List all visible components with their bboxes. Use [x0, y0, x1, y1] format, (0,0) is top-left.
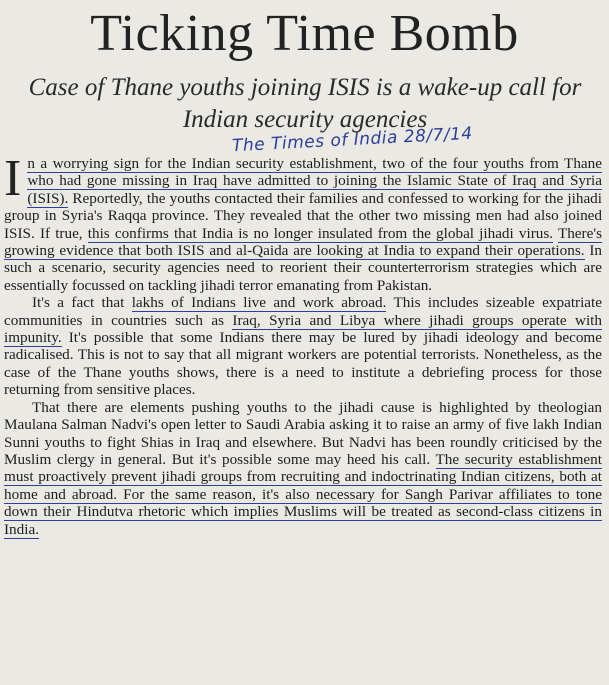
- segment: The security establishment must proactively prevent jihadi groups from recruiting and indoctrinating Indian citizens, both at home and abroad. For the same reason, it's also necessary for Sangh Parivar affiliates to tone down their Hindutva rhetoric which implies Muslims will be treated as second-class citizens in India.: [4, 450, 602, 538]
- headline: Ticking Time Bomb: [90, 5, 519, 62]
- segment: That there are elements pushing youths to the jihadi cause is highlighted by theologian Maulana Salman Nadvi's open letter to Saudi Arabia asking it to raise an army of five lakh Indian Sunni youths to fight Shias in Iraq and elsewhere. But Nadvi has been roundly criticised by the Muslim clergy in general. But it's possible some may heed his call.: [4, 398, 602, 468]
- segment: Reportedly, the youths contacted their families and confessed to working for the jihadi group in Syria's Raqqa province. They revealed that the other two missing men had also joined ISIS. If true,: [4, 189, 602, 242]
- deck-subtitle: Case of Thane youths joining ISIS is a wake-up call for Indian security agencies: [28, 74, 582, 133]
- segment: n a worrying sign for the Indian security establishment, two of the four youths from Thane who had gone missing in Iraq have admitted to joining the Islamic State of Iraq and Syria (ISIS).: [27, 155, 602, 207]
- segment: It's possible that some Indians there may be lured by jihadi ideology and become radicalised. This is not to say that all migrant workers are potential terrorists. Nonetheless, as the case of the Thane youths shows, there is a need to institute a debriefing process for those returning from sensitive places.: [4, 329, 602, 399]
- segment: Iraq, Syria and Libya where jihadi groups operate with impunity.: [4, 311, 602, 347]
- segment: lakhs of Indians live and work abroad.: [131, 294, 387, 312]
- segment: There's growing evidence that both ISIS and al-Qaida are looking at India to expand their operations.: [4, 224, 602, 260]
- segment: This includes sizeable expatriate communities in countries such as: [4, 294, 603, 329]
- segment: this confirms that India is no longer insulated from the global jihadi virus.: [87, 224, 554, 242]
- segment: It's a fact that: [32, 294, 132, 312]
- paragraph-1: [4, 150, 602, 294]
- handwritten-note: The Times of India 28/7/14: [231, 123, 474, 157]
- drop-cap: I: [4, 150, 22, 207]
- article-body: [4, 150, 603, 538]
- paragraph-2: [4, 294, 602, 398]
- paragraph-3: [4, 399, 602, 538]
- segment: In such a scenario, security agencies need to reorient their counterterrorism strategies which are essentially focussed on tackling jihadi terror emanating from Pakistan.: [4, 242, 602, 294]
